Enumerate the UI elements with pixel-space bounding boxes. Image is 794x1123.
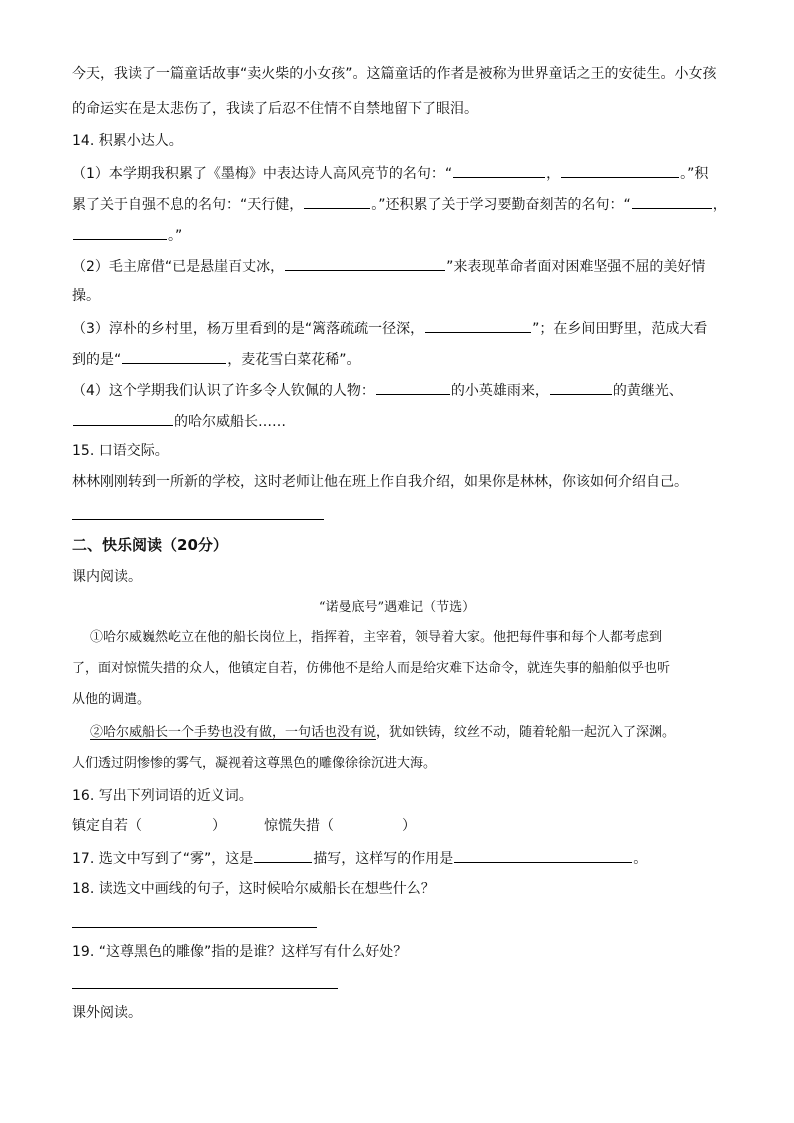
passage-title: “诺曼底号”遇难记（节选） <box>318 600 476 615</box>
q14-item1-text-f: ， <box>712 197 727 213</box>
q17-text-b: 描写，这样写的作用是 <box>313 851 454 867</box>
intro-line-1: 今天，我读了一篇童话故事“卖火柴的小女孩”。这篇童话的作者是被称为世界童话之王的安徒生。小女孩 <box>72 66 717 82</box>
q14-item4-text-b: 的小英雄雨来， <box>450 383 549 399</box>
q14-item1-text-b: ， <box>546 166 561 182</box>
outclass-reading-label: 课外阅读。 <box>72 1005 142 1021</box>
q16-word1: 镇定自若（ <box>72 818 142 834</box>
passage-para2-line1 <box>90 723 675 743</box>
q14-item1-line1 <box>72 162 708 184</box>
passage-para1-line2: 了，面对惊慌失措的众人，他镇定自若，仿佛他不是给人而是给灾难下达命令，就连失事的船舶似乎也听 <box>72 661 671 676</box>
q14-item3-text-b: ”；在乡间田野里，范成大看 <box>532 321 708 337</box>
q14-item4-text-a: （4）这个学期我们认识了许多令人钦佩的人物： <box>72 383 375 399</box>
passage-para1-line1: ①哈尔威巍然屹立在他的船长岗位上，指挥着，主宰着，领导着大家。他把每件事和每个人都考虑到 <box>90 630 663 645</box>
q17-line <box>72 847 647 869</box>
q14-item2-line2: 操。 <box>72 288 100 304</box>
q14-item1-text-d: 累了关于自强不息的名句：“天行健， <box>72 197 304 213</box>
answer-blank[interactable] <box>561 162 679 178</box>
q14-item4-line2 <box>72 410 286 432</box>
q18-answer-line[interactable] <box>72 927 317 928</box>
q14-item3-text-d: ，麦花雪白菜花稀”。 <box>227 352 361 368</box>
q14-item1-text-g: 。” <box>168 228 183 244</box>
q19-answer-line[interactable] <box>72 988 338 989</box>
passage-para1-line3: 从他的调遣。 <box>72 692 151 707</box>
passage-para2-line2: 人们透过阴惨惨的雾气，凝视着这尊黑色的雕像徐徐沉进大海。 <box>72 756 437 771</box>
q15-title: 15. 口语交际。 <box>72 443 169 459</box>
q14-item2-text-b: ”来表现革命者面对困难坚强不屈的美好情 <box>446 259 706 275</box>
q14-item4-text-d: 的哈尔威船长…… <box>174 414 286 430</box>
q18-title: 18. 读选文中画线的句子，这时候哈尔威船长在想些什么？ <box>72 881 435 897</box>
q14-item4-text-c: 的黄继光、 <box>612 383 683 399</box>
q14-item1-text-e: 。”还积累了关于学习要勤奋刻苦的名句：“ <box>371 197 631 213</box>
answer-blank[interactable] <box>454 847 632 863</box>
answer-blank[interactable] <box>550 379 612 395</box>
q17-text-a: 17. 选文中写到了“雾”，这是 <box>72 851 254 867</box>
underlined-sentence: ②哈尔威船长一个手势也没有做，一句话也没有说 <box>90 725 377 740</box>
q16-word1-close: ） <box>212 818 226 834</box>
q14-item2-text-a: （2）毛主席借“已是悬崖百丈冰， <box>72 259 285 275</box>
q14-item1-line2 <box>72 193 727 215</box>
answer-blank[interactable] <box>376 379 450 395</box>
answer-blank[interactable] <box>254 847 312 863</box>
q15-text: 林林刚刚转到一所新的学校，这时老师让他在班上作自我介绍，如果你是林林，你该如何介绍自己。 <box>72 474 688 490</box>
inclass-reading-label: 课内阅读。 <box>72 569 142 585</box>
section2-heading: 二、快乐阅读（20分） <box>72 536 228 554</box>
answer-blank[interactable] <box>304 193 370 209</box>
answer-blank[interactable] <box>632 193 712 209</box>
q16-words <box>72 816 416 836</box>
answer-blank[interactable] <box>73 224 167 240</box>
q14-item2-line1 <box>72 255 705 277</box>
q15-answer-line[interactable] <box>72 519 324 520</box>
answer-blank[interactable] <box>453 162 545 178</box>
q14-item1-line3 <box>72 224 182 246</box>
answer-blank[interactable] <box>425 317 531 333</box>
q14-item3-line1 <box>72 317 707 339</box>
q19-title: 19. “这尊黑色的雕像”指的是谁？这样写有什么好处？ <box>72 944 408 960</box>
q14-item3-text-a: （3）淳朴的乡村里，杨万里看到的是“篱落疏疏一径深， <box>72 321 425 337</box>
q14-item4-line1 <box>72 379 683 401</box>
answer-blank[interactable] <box>73 410 173 426</box>
q16-title: 16. 写出下列词语的近义词。 <box>72 788 253 804</box>
q16-word2: 惊慌失措（ <box>264 818 334 834</box>
answer-blank[interactable] <box>122 348 226 364</box>
q14-title: 14. 积累小达人。 <box>72 133 183 149</box>
q14-item1-text-c: 。”积 <box>680 166 709 182</box>
q14-item1-text-a: （1）本学期我积累了《墨梅》中表达诗人高风亮节的名句：“ <box>72 166 453 182</box>
passage-para2-rest: ，犹如铁铸，纹丝不动，随着轮船一起沉入了深渊。 <box>376 725 676 740</box>
q16-word2-close: ） <box>402 818 416 834</box>
q14-item3-line2 <box>72 348 361 370</box>
answer-blank[interactable] <box>285 255 445 271</box>
intro-line-2: 的命运实在是太悲伤了，我读了后忍不住情不自禁地留下了眼泪。 <box>72 101 478 117</box>
q14-item3-text-c: 到的是“ <box>72 352 122 368</box>
q17-text-c: 。 <box>633 851 648 867</box>
